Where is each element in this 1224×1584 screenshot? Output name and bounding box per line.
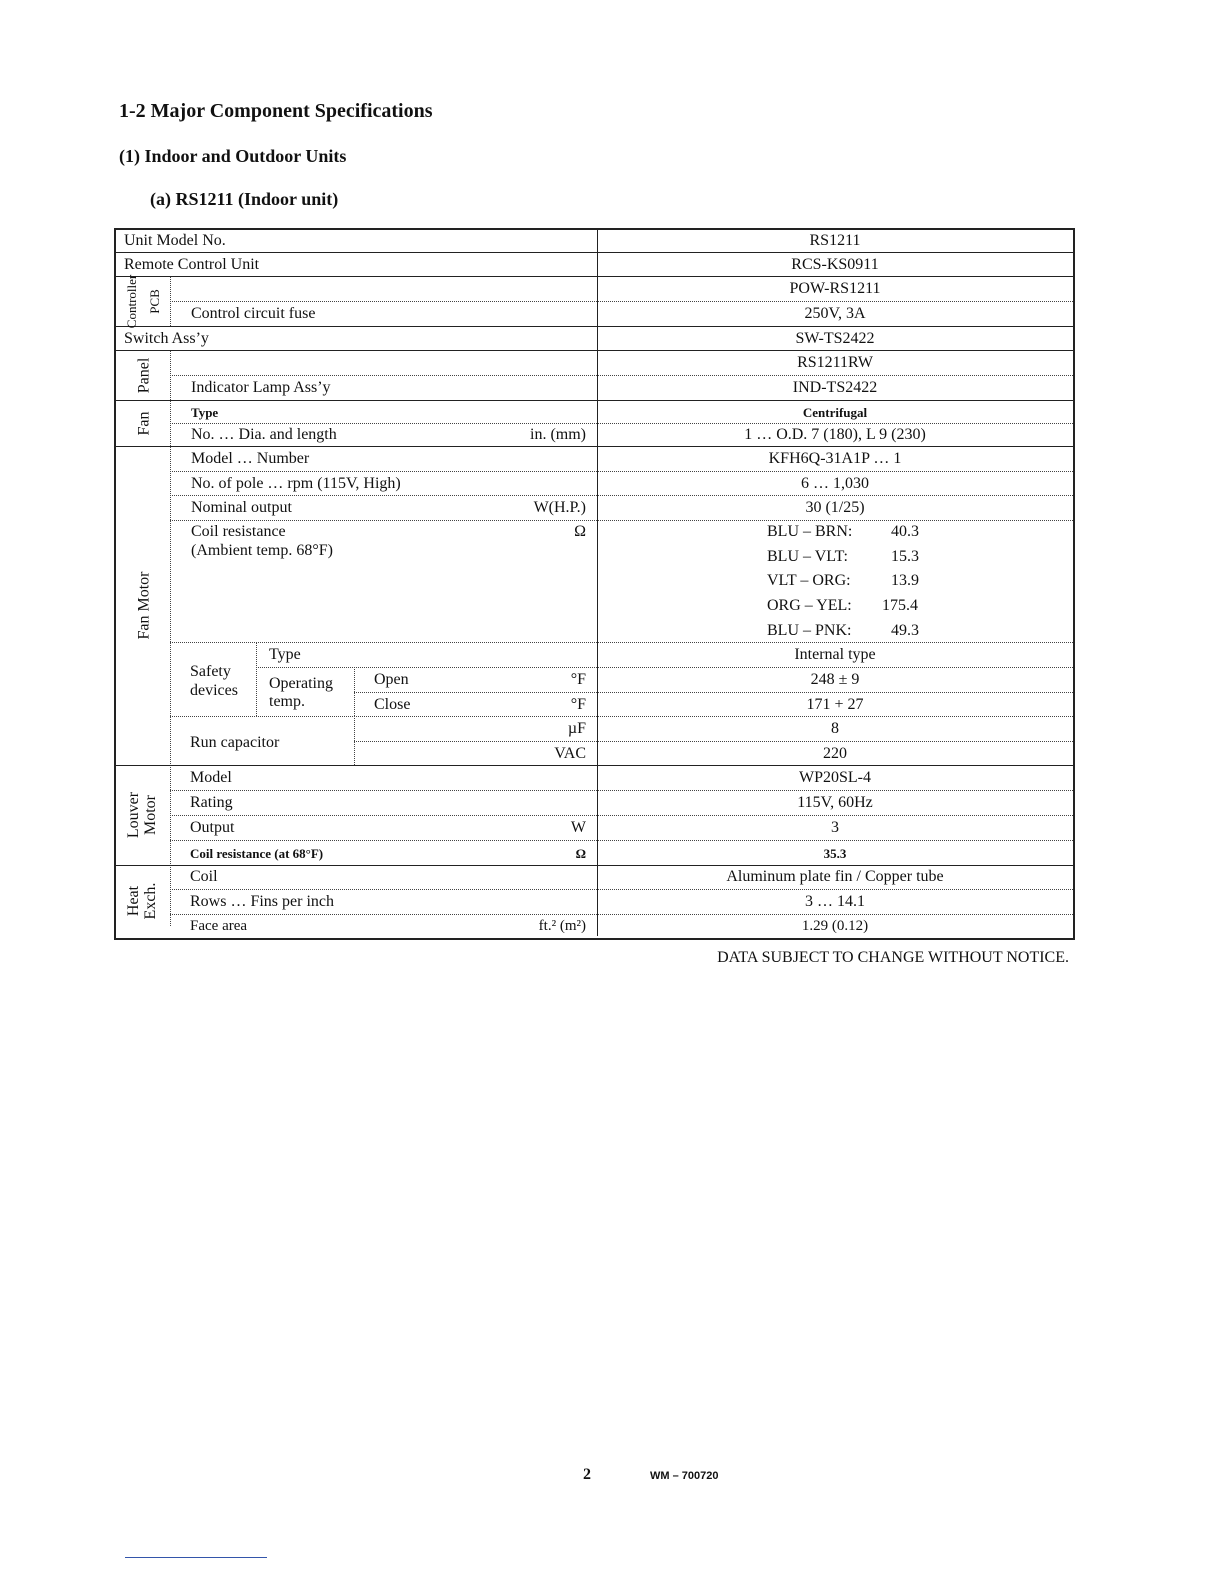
subsection-heading: (1) Indoor and Outdoor Units	[119, 146, 347, 166]
row-line	[170, 301, 1073, 302]
fuse-label: Control circuit fuse	[191, 305, 316, 322]
open-value: 248 ± 9	[810, 671, 860, 688]
section-heading: 1-2 Major Component Specifications	[119, 100, 433, 122]
lm-model-label: Model	[190, 769, 232, 786]
cap-unit: VAC	[554, 745, 586, 762]
group-label-fan: Fan	[135, 411, 153, 435]
fuse-value: 250V, 3A	[804, 305, 866, 322]
disclaimer-note: DATA SUBJECT TO CHANGE WITHOUT NOTICE.	[717, 949, 1069, 966]
resistance-pair: ORG – YEL:	[767, 597, 852, 614]
fan-dims-label: No. … Dia. and length	[191, 426, 337, 443]
resistance-value: 13.9	[891, 572, 919, 589]
row-line	[170, 520, 1073, 521]
row-line	[114, 252, 1073, 253]
remote-label: Remote Control Unit	[124, 256, 260, 273]
lamp-value: IND-TS2422	[792, 379, 878, 396]
row-line	[354, 741, 1073, 742]
safety-type-value: Internal type	[794, 646, 876, 663]
panel-value: RS1211RW	[797, 354, 873, 371]
hx-face-label: Face area	[190, 918, 248, 934]
row-line	[114, 326, 1073, 327]
row-line	[170, 790, 1073, 791]
row-line	[170, 815, 1073, 816]
safety-label: devices	[190, 682, 238, 699]
safety-label: Safety	[190, 663, 231, 680]
document-number: WM – 700720	[650, 1470, 719, 1482]
row-line	[354, 692, 1073, 693]
open-label: Open	[374, 671, 409, 688]
fm-output-value: 30 (1/25)	[805, 499, 865, 516]
row-line	[114, 400, 1073, 401]
row-line	[170, 642, 1073, 643]
cap-value: 8	[831, 720, 839, 737]
cell-divider	[256, 642, 257, 716]
group-label-controller: Controller	[124, 274, 140, 328]
row-line	[170, 889, 1073, 890]
fm-coil-sub: (Ambient temp. 68°F)	[191, 542, 333, 559]
resistance-value: 40.3	[891, 523, 919, 540]
row-line	[170, 716, 1073, 717]
row-line	[170, 914, 1073, 915]
footer-rule	[125, 1557, 267, 1558]
group-label-louver-motor: Louver Motor	[125, 791, 159, 839]
page-number: 2	[583, 1466, 591, 1483]
close-unit: °F	[570, 696, 586, 713]
row-line	[114, 446, 1073, 447]
fm-pole-label: No. of pole … rpm (115V, High)	[191, 475, 401, 492]
fan-type-value: Centrifugal	[802, 405, 868, 420]
switch-label: Switch Ass’y	[124, 330, 209, 347]
lamp-label: Indicator Lamp Ass’y	[191, 379, 331, 396]
hx-face-value: 1.29 (0.12)	[801, 918, 869, 934]
fan-type-label: Type	[191, 405, 219, 420]
group-label-fan-motor: Fan Motor	[135, 571, 153, 640]
row-line	[256, 667, 1073, 668]
resistance-row	[767, 523, 867, 541]
pcb-value: POW-RS1211	[789, 280, 881, 297]
switch-value: SW-TS2422	[795, 330, 875, 347]
fm-output-label: Nominal output	[191, 499, 292, 516]
fm-model-label: Model … Number	[191, 450, 310, 467]
row-line	[114, 865, 1073, 866]
lm-output-label: Output	[190, 819, 235, 836]
hx-rows-label: Rows … Fins per inch	[190, 893, 334, 910]
close-label: Close	[374, 696, 411, 713]
lm-output-value: 3	[831, 819, 839, 836]
group-label-heat-exch: Heat Exch.	[125, 882, 159, 919]
row-line	[170, 495, 1073, 496]
fm-output-unit: W(H.P.)	[533, 499, 586, 516]
resistance-pair: VLT – ORG:	[767, 572, 851, 589]
lm-output-unit: W	[570, 819, 586, 836]
resistance-pair: BLU – BRN:	[767, 523, 853, 540]
remote-value: RCS-KS0911	[791, 256, 879, 273]
resistance-value: 15.3	[891, 548, 919, 565]
row-line	[114, 765, 1073, 766]
resistance-value: 175.4	[882, 597, 918, 614]
lm-rating-value: 115V, 60Hz	[797, 794, 873, 811]
optemp-label: Operating	[269, 675, 333, 692]
cap-unit: µF	[567, 720, 586, 737]
hx-rows-value: 3 … 14.1	[805, 893, 865, 910]
row-line	[170, 840, 1073, 841]
lm-rating-label: Rating	[190, 794, 233, 811]
cell-divider	[354, 716, 355, 765]
spec-table	[114, 228, 1075, 940]
fm-coil-label: Coil resistance	[191, 523, 286, 540]
group-label-pcb: PCB	[146, 288, 162, 314]
group-label-panel: Panel	[135, 357, 153, 393]
lm-coil-label: Coil resistance (at 68°F)	[190, 846, 324, 861]
row-line	[114, 276, 1073, 277]
fm-coil-unit: Ω	[574, 523, 586, 540]
fm-pole-value: 6 … 1,030	[801, 475, 869, 492]
fan-dims-value: 1 … O.D. 7 (180), L 9 (230)	[744, 426, 926, 443]
safety-type-label: Type	[269, 646, 301, 663]
hx-coil-label: Coil	[190, 868, 218, 885]
lm-model-value: WP20SL-4	[799, 769, 871, 786]
resistance-value: 49.3	[891, 622, 919, 639]
lm-coil-unit: Ω	[575, 846, 586, 861]
hx-coil-value: Aluminum plate fin / Copper tube	[726, 868, 944, 885]
row-line	[170, 471, 1073, 472]
row-line	[170, 375, 1073, 376]
fan-dims-unit: in. (mm)	[530, 426, 586, 443]
fm-model-value: KFH6Q-31A1P … 1	[768, 450, 902, 467]
runcap-label: Run capacitor	[190, 734, 280, 751]
row-line	[170, 423, 1073, 424]
close-value: 171 + 27	[806, 696, 864, 713]
optemp-label: temp.	[269, 693, 305, 710]
unit-model-label: Unit Model No.	[124, 232, 226, 249]
cell-divider	[354, 667, 355, 716]
resistance-pair: BLU – PNK:	[767, 622, 852, 639]
unit-model-value: RS1211	[809, 232, 861, 249]
row-line	[114, 350, 1073, 351]
resistance-pair: BLU – VLT:	[767, 548, 848, 565]
cap-value: 220	[823, 745, 847, 762]
hx-face-unit: ft.² (m²)	[538, 918, 586, 934]
unit-heading: (a) RS1211 (Indoor unit)	[150, 189, 339, 209]
lm-coil-value: 35.3	[823, 846, 847, 861]
open-unit: °F	[570, 671, 586, 688]
